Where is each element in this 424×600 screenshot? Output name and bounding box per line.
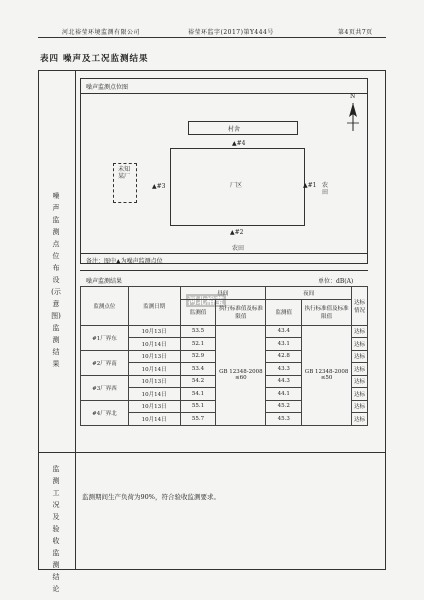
map-note-rule [80,253,368,254]
row-eval: 达标 [352,350,368,363]
village-box [188,121,298,135]
results-top-rule [80,270,368,271]
header-night: 夜间 [266,287,352,300]
row-night-value: 45.2 [266,400,302,413]
point-3-marker: ▲#3 [152,183,166,190]
header-night-value: 监测值 [266,299,302,325]
header-night-standard: 执行标准值及标准限值 [302,299,352,325]
company-stamp: 河北裕莹 [186,294,226,307]
north-label: N [350,93,356,100]
row-eval: 达标 [352,413,368,426]
row-night-value: 43.1 [266,338,302,351]
row-day-value: 53.5 [180,325,216,338]
section-divider [38,452,386,453]
row-eval: 达标 [352,338,368,351]
header-day-standard: 执行标准值及标准限值 [216,299,266,325]
village-label: 村舍 [228,126,241,133]
row-day-value: 55.1 [180,400,216,413]
factory-label: 厂区 [230,182,243,189]
row-day-value: 52.1 [180,338,216,351]
row-eval: 达标 [352,388,368,401]
row-day-value: 52.9 [180,350,216,363]
row-night-value: 44.1 [266,388,302,401]
row-eval: 达标 [352,363,368,376]
day-standard-cell: GB 12348-2008 ≤60 [216,325,266,425]
section-title: 表四 噪声及工况监测结果 [40,54,149,64]
west-neighbor-label: 未知某厂 [118,166,131,180]
company-name: 河北裕莹环境监测有限公司 [62,29,141,36]
map-note: 备注：图中▲为噪声监测点位 [86,258,163,265]
north-arrow-icon [344,103,362,131]
row-night-value: 44.3 [266,375,302,388]
row-eval: 达标 [352,325,368,338]
row-point: #2厂界南 [81,350,129,375]
results-title: 噪声监测结果 [86,278,123,285]
east-label: 农田 [322,182,329,196]
row-date: 10月13日 [128,400,180,413]
row-night-value: 42.8 [266,350,302,363]
noise-section-label: 噪声监测点位布设(示意图)监测结果 [51,192,61,368]
table-row [81,325,368,338]
page-number: 第4页共7页 [338,29,373,36]
row-date: 10月13日 [128,350,180,363]
map-caption-rule [80,93,368,94]
row-day-value: 54.1 [180,388,216,401]
header-rule [38,37,386,38]
row-night-value: 45.3 [266,413,302,426]
point-4-marker: ▲#4 [232,140,246,147]
point-1-marker: ▲#1 [303,182,317,189]
row-day-value: 55.7 [180,413,216,426]
report-number: 裕莹环监字(2017)第Y444号 [188,29,274,36]
header-eval: 达标情况 [352,287,368,326]
header-point: 监测点位 [81,287,129,326]
night-standard-cell: GB 12348-2008 ≤50 [302,325,352,425]
row-night-value: 43.3 [266,363,302,376]
row-eval: 达标 [352,400,368,413]
row-date: 10月14日 [128,413,180,426]
row-point: #4厂界北 [81,400,129,425]
south-label: 农田 [232,245,245,252]
point-2-marker: ▲#2 [230,229,244,236]
header-day: 昼间 [180,287,266,300]
row-point: #3厂界西 [81,375,129,400]
row-point: #1厂界东 [81,325,129,350]
header-date: 监测日期 [128,287,180,326]
row-date: 10月14日 [128,338,180,351]
row-date: 10月13日 [128,375,180,388]
results-unit: 单位：dB(A) [318,278,354,285]
noise-results-table [80,286,368,426]
row-date: 10月14日 [128,388,180,401]
row-date: 10月14日 [128,363,180,376]
row-day-value: 53.4 [180,363,216,376]
row-day-value: 54.2 [180,375,216,388]
row-eval: 达标 [352,375,368,388]
conclusion-text: 监测期间生产负荷为90%，符合验收监测要求。 [82,493,220,501]
row-date: 10月13日 [128,325,180,338]
workload-section-label: 监测工况及验收监测结论 [52,465,60,593]
row-night-value: 43.4 [266,325,302,338]
left-column-divider [75,70,76,570]
map-caption: 噪声监测点位图 [86,84,129,91]
header-day-value: 监测值 [180,299,216,325]
